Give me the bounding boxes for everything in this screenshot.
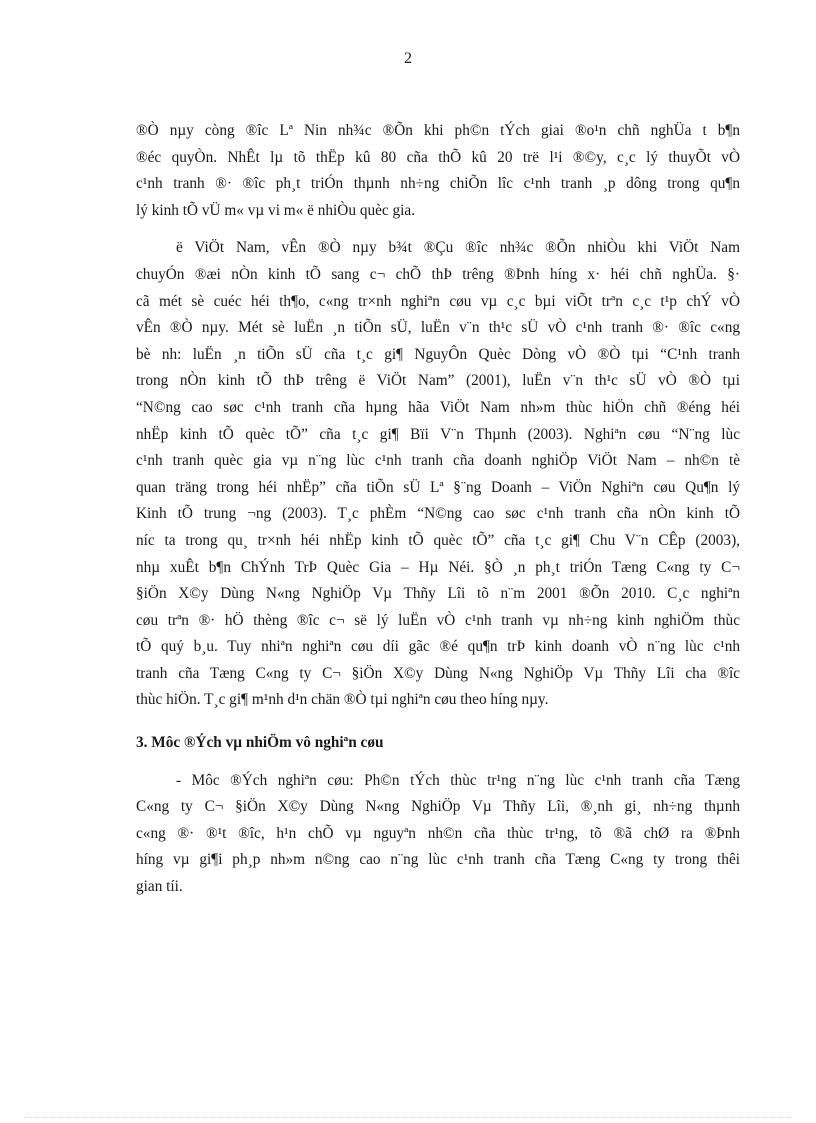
section-paragraph xyxy=(136,768,740,901)
page-number: 2 xyxy=(404,50,412,67)
text-line: c«ng ®· ®¹t ®îc, h¹n chÕ vµ nguyªn nh©n cña thùc tr¹ng, tõ ®ã chØ ra ®Þnh xyxy=(136,824,740,842)
text-line: vÊn ®Ò nµy. Mét sè luËn ¸n tiÕn sÜ, luËn v¨n th¹c sÜ vÒ c¹nh tranh ®· ®îc c«ng xyxy=(136,319,740,337)
text-line: gian tíi. xyxy=(136,878,183,896)
paragraph-1 xyxy=(136,118,740,224)
section-heading: 3. Môc ®Ých vµ nhiÖm vô nghiªn cøu xyxy=(136,734,384,752)
text-line: ®Ò nµy còng ®îc Lª Nin nh¾c ®Õn khi ph©n tÝch giai ®o¹n chñ nghÜa t b¶n xyxy=(136,122,740,139)
text-line: thùc hiÖn. T¸c gi¶ m¹nh d¹n chän ®Ò tµi nghiªn cøu theo híng nµy. xyxy=(136,691,549,709)
text-line: Kinh tÕ trung ¬ng (2003). T¸c phÈm “N©ng cao søc c¹nh tranh cña nÒn kinh tÕ xyxy=(136,505,740,523)
text-line: c¹nh tranh ®· ®îc ph¸t triÓn thµnh nh÷ng chiÕn lîc c¹nh tranh ¸p dông trong qu¶n xyxy=(136,175,740,193)
text-line: - Môc ®Ých nghiªn cøu: Ph©n tÝch thùc tr¹ng n¨ng lùc c¹nh tranh cña Tæng xyxy=(176,771,740,789)
text-line: níc ta trong qu¸ tr×nh héi nhËp kinh tÕ quèc tÕ” cña t¸c gi¶ Chu V¨n CÊp (2003), xyxy=(136,531,740,549)
text-line: cøu trªn ®· hÖ thèng ®îc c¬ së lý luËn vÒ c¹nh tranh vµ nh÷ng kinh nghiÖm thùc xyxy=(136,611,740,629)
text-line: híng vµ gi¶i ph¸p nh»m n©ng cao n¨ng lùc c¹nh tranh cña Tæng C«ng ty trong thêi xyxy=(136,851,740,869)
text-line: §iÖn X©y Dùng N«ng NghiÖp Vµ Thñy Lîi tõ n¨m 2001 ®Õn 2010. C¸c nghiªn xyxy=(136,585,740,603)
text-line: trong nÒn kinh tÕ thÞ trêng ë ViÖt Nam” (2001), luËn v¨n th¹c sÜ vÒ ®Ò tµi xyxy=(136,372,740,390)
text-line: bè nh: luËn ¸n tiÕn sÜ cña t¸c gi¶ NguyÔn Quèc Dòng vÒ ®Ò tµi “C¹nh tranh xyxy=(136,345,740,363)
page-bottom-border xyxy=(24,1117,792,1118)
text-line: cã mét sè cuéc héi th¶o, c«ng tr×nh nghiªn cøu vµ c¸c bµi viÕt trªn c¸c t¹p chÝ vÒ xyxy=(136,292,740,310)
text-line: c¹nh tranh quèc gia vµ n¨ng lùc c¹nh tranh cña doanh nghiÖp ViÖt Nam – nh©n tè xyxy=(136,452,740,470)
document-body xyxy=(136,118,740,901)
text-line: “N©ng cao søc c¹nh tranh cña hµng hãa ViÖt Nam nh»m thùc hiÖn chñ ®éng héi xyxy=(136,398,740,416)
text-line: tÕ quý b¸u. Tuy nhiªn nghiªn cøu díi gãc ®é qu¶n trÞ kinh doanh vÒ n¨ng lùc c¹nh xyxy=(136,638,740,656)
text-line: lý kinh tÕ vÜ m« vµ vi m« ë nhiÒu quèc gia. xyxy=(136,201,416,219)
text-line: nhËp kinh tÕ quèc tÕ” cña t¸c gi¶ Bïi V¨n Thµnh (2003). Nghiªn cøu “N¨ng lùc xyxy=(136,425,740,443)
text-line: C«ng ty C¬ §iÖn X©y Dùng N«ng NghiÖp Vµ Thñy Lîi, ®¸nh gi¸ nh÷ng thµnh xyxy=(136,798,740,816)
text-line: ®éc quyÒn. NhÊt lµ tõ thËp kû 80 cña thÕ kû 20 trë l¹i ®©y, c¸c lý thuyÕt vÒ xyxy=(136,148,740,166)
text-line: chuyÓn ®æi nÒn kinh tÕ sang c¬ chÕ thÞ trêng ®Þnh híng x· héi chñ nghÜa. §· xyxy=(136,265,740,283)
text-line: quan träng trong héi nhËp” cña tiÕn sÜ Lª §¨ng Doanh – ViÖn Nghiªn cøu Qu¶n lý xyxy=(136,478,740,496)
text-line: nhµ xuÊt b¶n ChÝnh TrÞ Quèc Gia – Hµ Néi. §Ò ¸n ph¸t triÓn Tæng C«ng ty C¬ xyxy=(136,558,740,576)
text-line: tranh cña Tæng C«ng ty C¬ §iÖn X©y Dùng N«ng NghiÖp Vµ Thñy Lîi cha ®îc xyxy=(136,664,740,682)
text-line: ë ViÖt Nam, vÊn ®Ò nµy b¾t ®Çu ®îc nh¾c ®Õn nhiÒu khi ViÖt Nam xyxy=(176,239,740,257)
paragraph-2 xyxy=(136,235,740,714)
